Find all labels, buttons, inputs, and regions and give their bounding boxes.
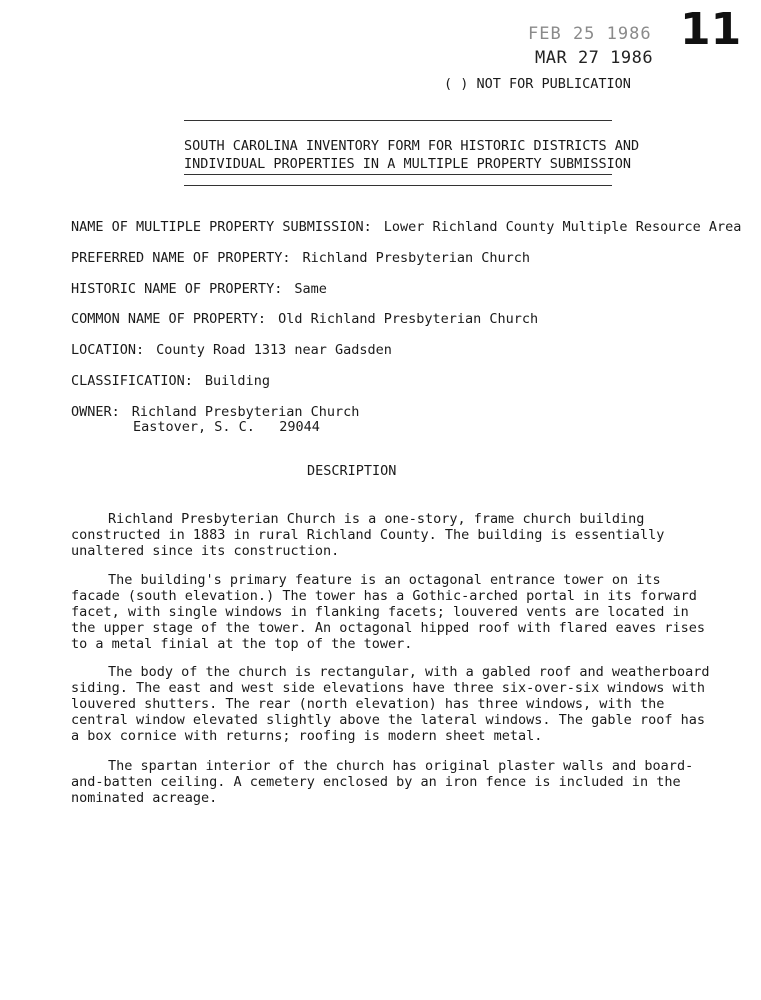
field-historic-name (71, 281, 327, 297)
field-label: HISTORIC NAME OF PROPERTY: (71, 281, 283, 297)
field-value: Richland Presbyterian Church (302, 250, 531, 266)
form-title-line-2: INDIVIDUAL PROPERTIES IN A MULTIPLE PROPERTY SUBMISSION (184, 156, 632, 172)
field-value: Same (294, 281, 327, 297)
field-value: County Road 1313 near Gadsden (156, 342, 392, 358)
field-location (71, 342, 392, 358)
divider-rule (184, 120, 612, 121)
description-paragraph: The body of the church is rectangular, with a gabled roof and weatherboard siding. The east and west side elevations have three six-over-six windows with louvered shutters. The rear (north elevation) has three windows, with the central window elevated slightly above the lateral windows. The gable roof has a box cornice with returns; roofing is modern sheet metal. (71, 664, 710, 744)
divider-rule (184, 174, 612, 175)
form-title-line-1: SOUTH CAROLINA INVENTORY FORM FOR HISTORIC DISTRICTS AND (184, 138, 640, 154)
description-paragraph: The spartan interior of the church has original plaster walls and board-and-batten ceiling. A cemetery enclosed by an iron fence is included in the nominated acreage. (71, 758, 694, 806)
field-label: OWNER: (71, 404, 120, 420)
field-owner (71, 404, 359, 420)
received-stamp-mar: MAR 27 1986 (535, 48, 654, 68)
field-classification (71, 373, 270, 389)
field-label: LOCATION: (71, 342, 145, 358)
field-label: CLASSIFICATION: (71, 373, 193, 389)
description-paragraph: The building's primary feature is an octagonal entrance tower on its facade (south elevation.) The tower has a Gothic-arched portal in its forward facet, with single windows in flanking facets; louvered vents are located in the upper stage of the tower. An octagonal hipped roof with flared eaves rises to a metal finial at the top of the tower. (71, 572, 705, 652)
publication-flag: ( ) NOT FOR PUBLICATION (444, 76, 631, 92)
field-label: PREFERRED NAME OF PROPERTY: (71, 250, 291, 266)
section-heading: DESCRIPTION (307, 463, 397, 479)
field-multiple-property (71, 219, 741, 235)
divider-rule (184, 185, 612, 186)
description-paragraph: Richland Presbyterian Church is a one-story, frame church building constructed in 1883 in rural Richland County. The building is essentially unaltered since its construction. (71, 511, 665, 559)
field-value: Building (204, 373, 270, 389)
field-value: Richland Presbyterian Church (131, 404, 360, 420)
form-title (184, 137, 639, 173)
field-common-name (71, 311, 538, 327)
field-label: NAME OF MULTIPLE PROPERTY SUBMISSION: (71, 219, 372, 235)
owner-address: Eastover, S. C. 29044 (133, 419, 320, 435)
page-number: 11 (680, 4, 742, 55)
field-preferred-name (71, 250, 530, 266)
field-label: COMMON NAME OF PROPERTY: (71, 311, 267, 327)
field-value: Lower Richland County Multiple Resource Area (383, 219, 742, 235)
field-value: Old Richland Presbyterian Church (278, 311, 539, 327)
received-stamp-feb: FEB 25 1986 (528, 24, 652, 44)
